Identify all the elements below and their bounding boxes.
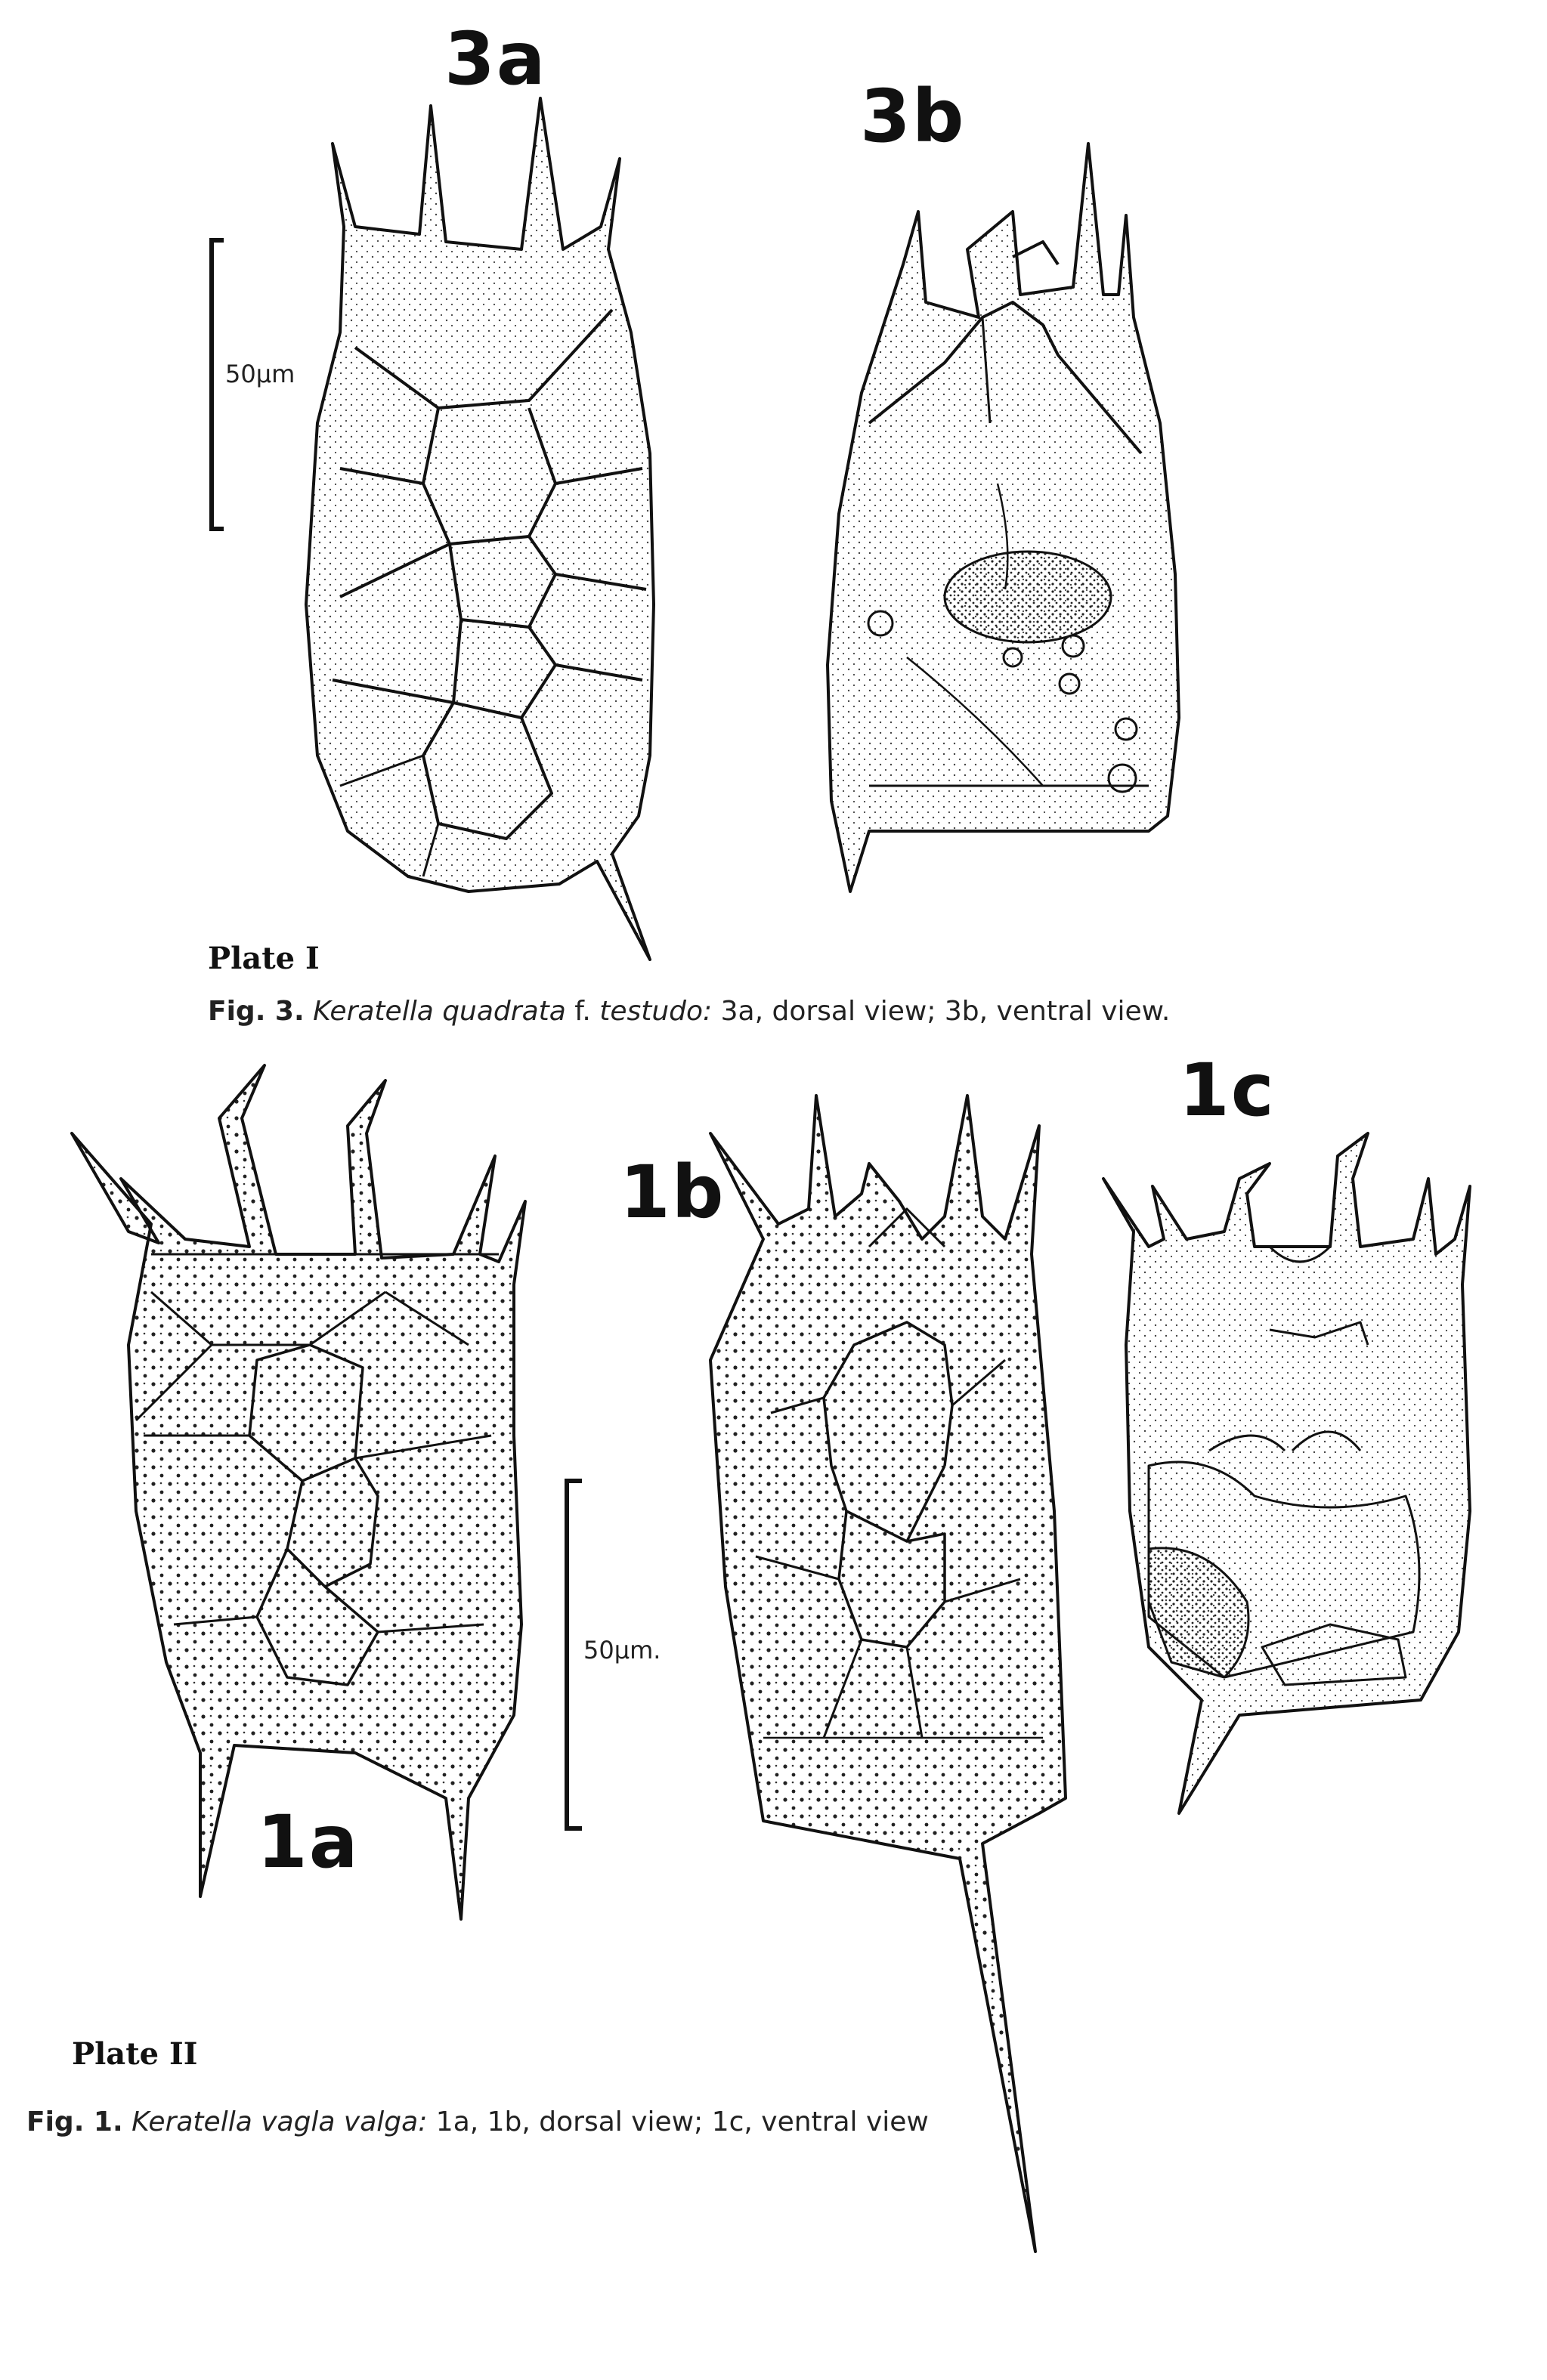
caption-fig-1-species: Keratella vagla valga: — [131, 2106, 428, 2137]
panel-label-1b: 1b — [620, 1150, 726, 1235]
caption-fig-1-rest: 1a, 1b, dorsal view; 1c, ventral view — [427, 2106, 929, 2137]
caption-fig-3-number: Fig. 3. — [208, 996, 305, 1027]
caption-fig-1 — [26, 2106, 929, 2137]
figure-1b-drawing — [710, 1096, 1066, 2252]
caption-fig-1-number: Fig. 1. — [26, 2106, 123, 2137]
caption-fig-3 — [208, 996, 1170, 1027]
scale-label-plate2: 50μm. — [583, 1636, 661, 1664]
caption-fig-3-form-prefix: f. — [565, 996, 600, 1027]
caption-fig-3-rest: 3a, dorsal view; 3b, ventral view. — [712, 996, 1171, 1027]
caption-fig-3-form: testudo: — [599, 996, 713, 1027]
scale-label-plate1: 50μm — [225, 360, 295, 388]
panel-label-3a: 3a — [444, 17, 547, 101]
panel-label-1a: 1a — [257, 1800, 360, 1884]
plate-title-2: Plate II — [72, 2036, 198, 2072]
panel-label-3b: 3b — [860, 74, 966, 159]
scale-bar-plate2 — [567, 1481, 582, 1828]
scale-bar-plate1 — [212, 240, 224, 529]
figure-3a-drawing — [306, 98, 654, 960]
figure-3b-drawing — [828, 144, 1179, 892]
panel-label-1c: 1c — [1179, 1048, 1276, 1133]
figure-1c-drawing — [1103, 1133, 1470, 1813]
caption-fig-3-species: Keratella quadrata — [313, 996, 566, 1027]
plate-title-1: Plate I — [208, 941, 320, 976]
figure-1a-drawing — [72, 1065, 525, 1919]
